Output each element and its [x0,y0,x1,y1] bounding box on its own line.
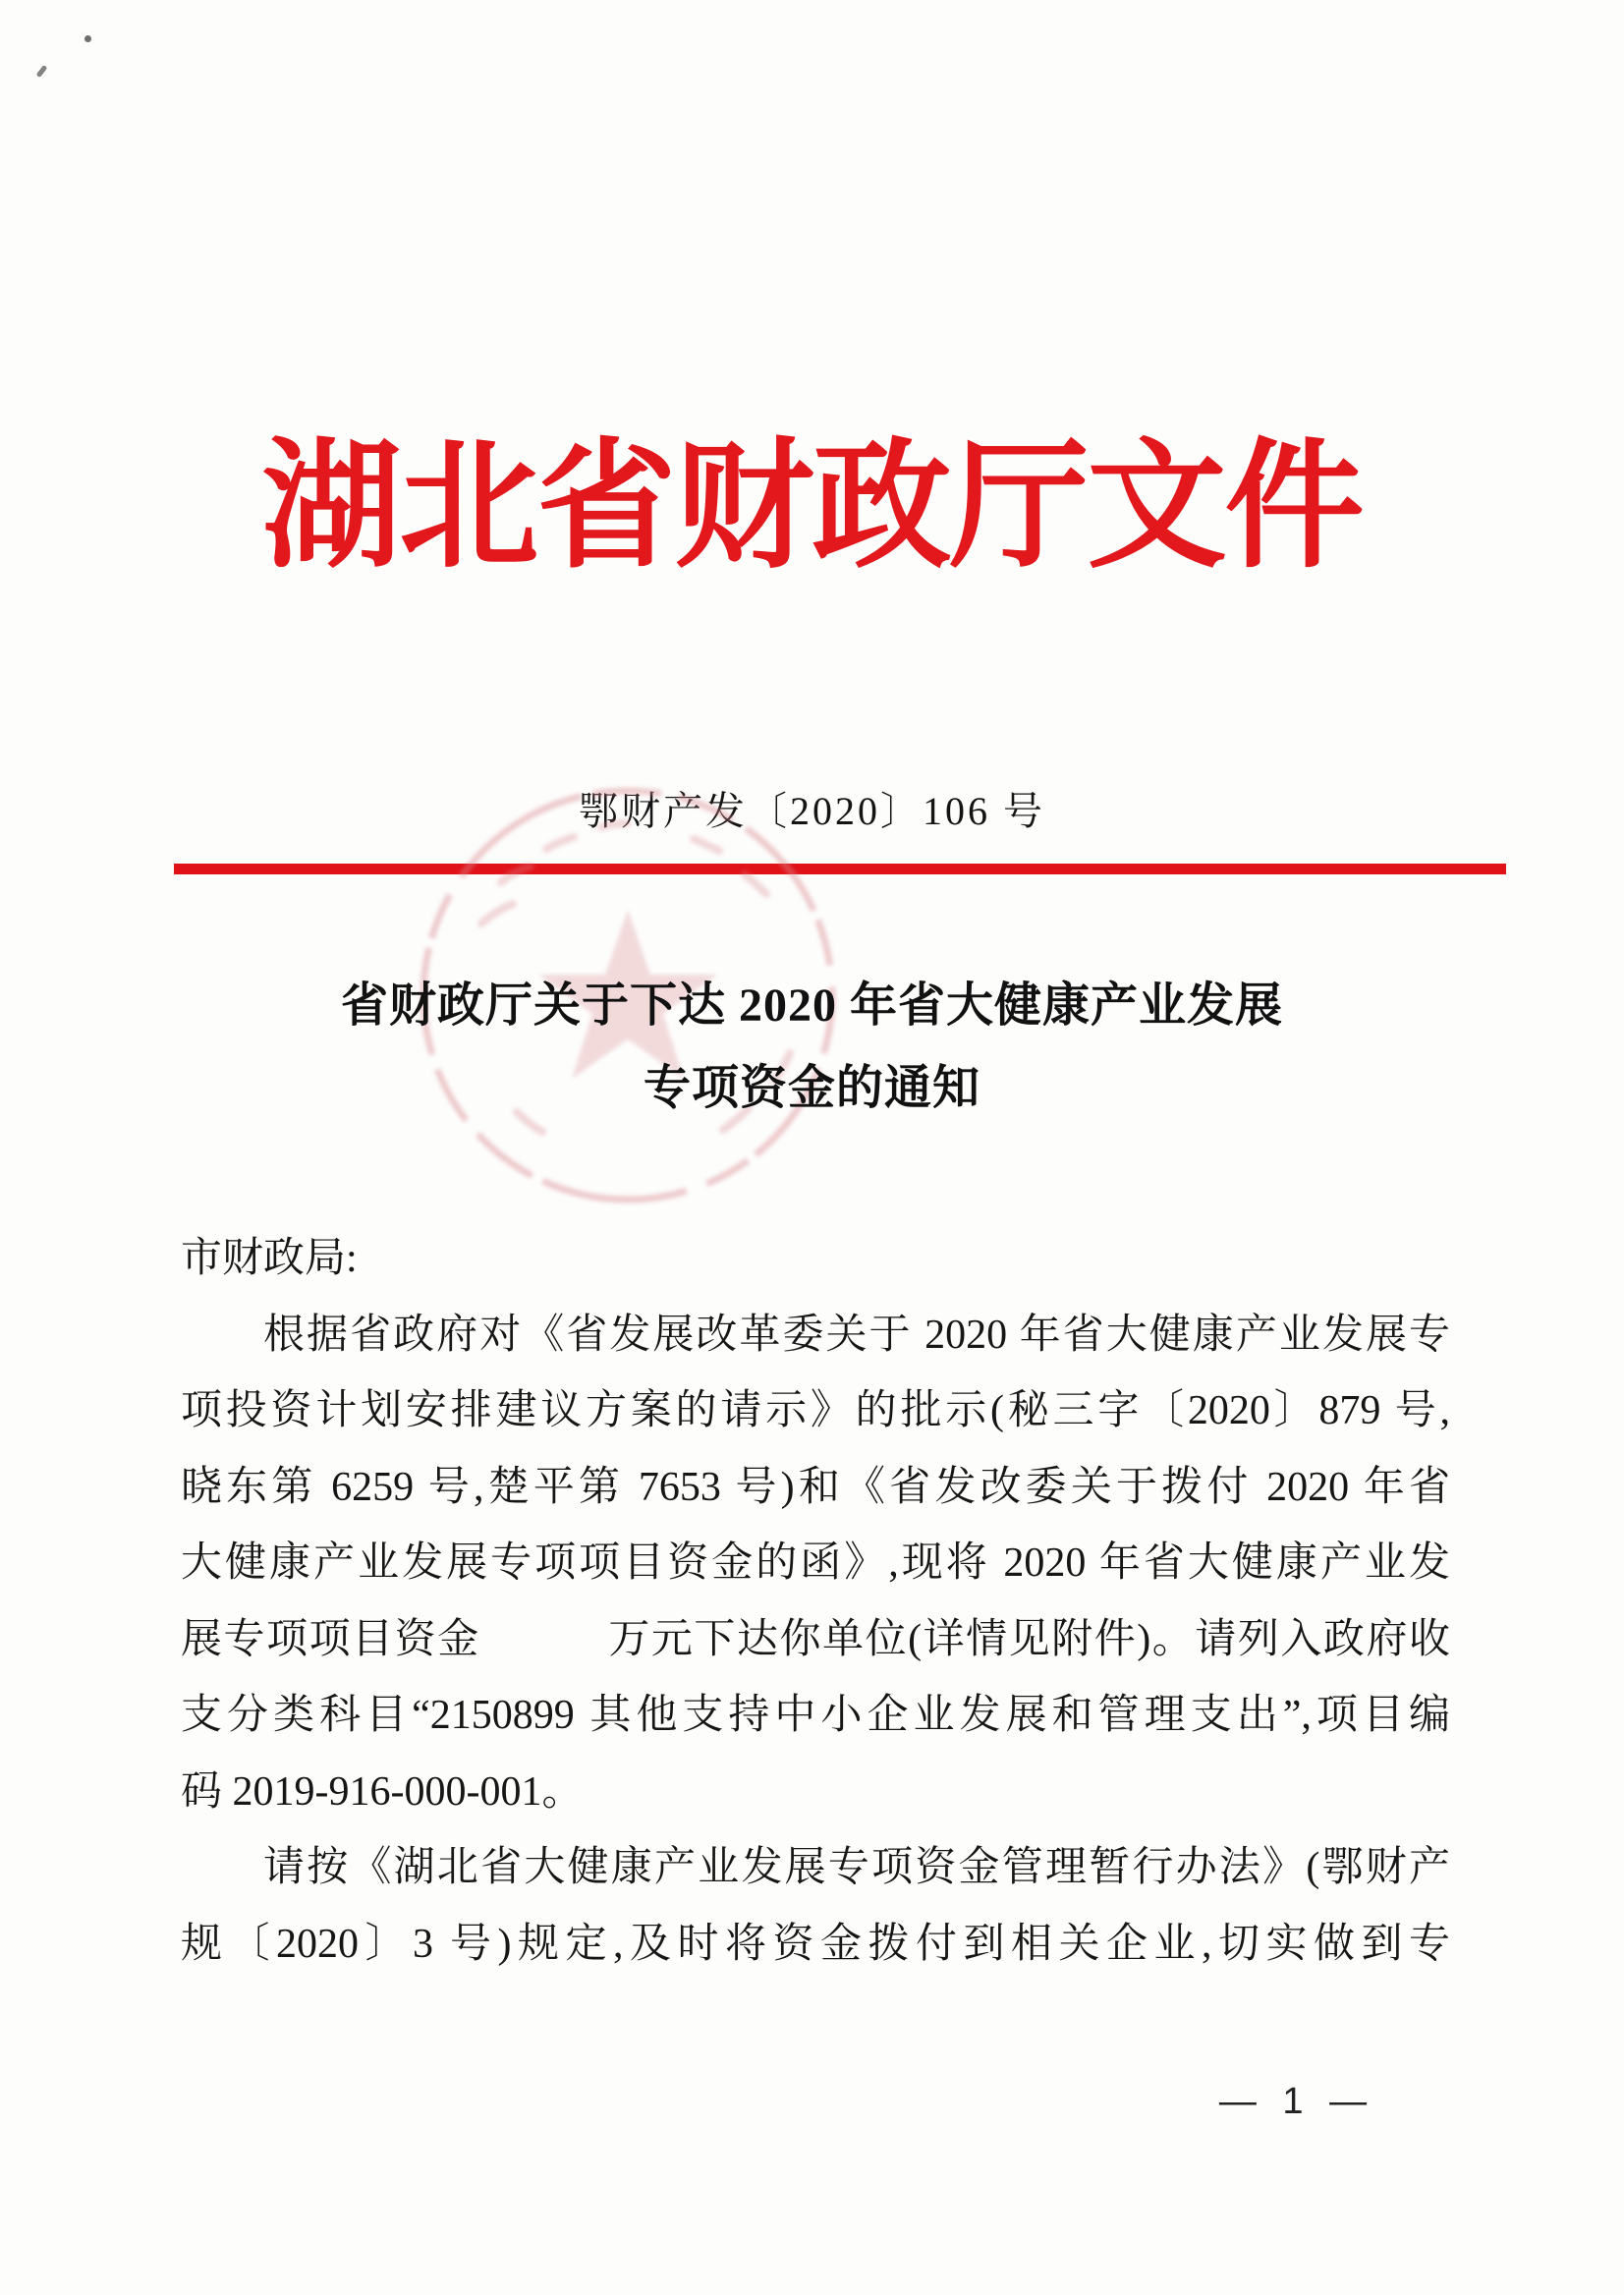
scan-speck [36,65,48,78]
body-line: 根据省政府对《省发展改革委关于 2020 年省大健康产业发展专 [263,1312,1450,1358]
body-line: 晓东第 6259 号,楚平第 7653 号)和《省发改委关于拨付 2020 年省 [181,1464,1450,1510]
document-title-line2: 专项资金的通知 [643,1062,980,1114]
body-line: 项投资计划安排建议方案的请示》的批示(秘三字〔2020〕879 号, [181,1388,1450,1433]
document-body [181,1221,1450,1983]
document-title-line1: 省财政厅关于下达 2020 年省大健康产业发展 [340,980,1283,1032]
body-line: 展专项项目资金 万元下达你单位(详情见附件)。请列入政府收 [181,1616,1450,1662]
body-line: 大健康产业发展专项项目资金的函》,现将 2020 年省大健康产业发 [181,1540,1450,1586]
document-title [0,965,1624,1130]
page-number: — 1 — [1218,2081,1375,2122]
body-line: 规〔2020〕3 号)规定,及时将资金拨付到相关企业,切实做到专 [181,1921,1450,1967]
document-number: 鄂财产发〔2020〕106 号 [579,789,1045,833]
body-line: 请按《湖北省大健康产业发展专项资金管理暂行办法》(鄂财产 [263,1845,1450,1890]
body-line: 支分类科目“2150899 其他支持中小企业发展和管理支出”,项目编 [181,1693,1450,1738]
body-line: 码 2019-916-000-001。 [181,1768,584,1815]
salutation: 市财政局: [181,1236,358,1281]
scan-speck [84,35,91,42]
agency-masthead: 湖北省财政厅文件 [261,429,1363,585]
